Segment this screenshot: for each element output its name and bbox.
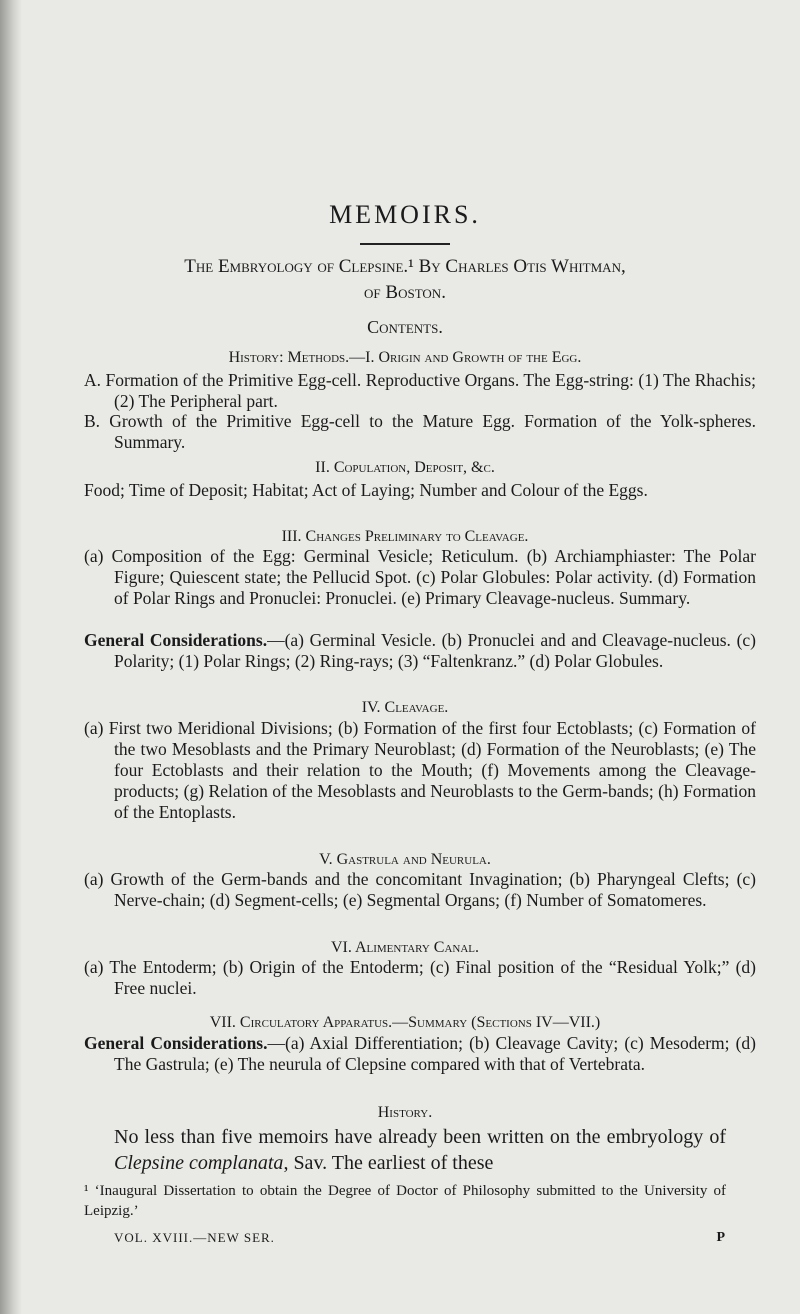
contents-heading: Contents. [367,317,443,337]
considerations-text-1: —(a) Germinal Vesicle. (b) Pronuclei and and Cleavage-nucleus. (c) Polarity; (1) Polar Rings; (2) Ring-rays; (3) “Faltenkranz.” (d) Polar Globules. [114,630,756,671]
page-footer [114,1230,726,1246]
body-text-pre: No less than five memoirs have already been written on the embryology of [114,1126,726,1148]
title-rule [360,243,450,245]
article-title-line-2: of Boston. [364,282,446,303]
body-text-species: Clepsine complanata [114,1152,284,1174]
considerations-label-2: General Considerations. [84,1033,268,1053]
section-heading-copulation: II. Copulation, Deposit, &c. [315,459,495,476]
contents-entry-considerations-2 [84,1033,756,1075]
contents-entry-entoderm: (a) The Entoderm; (b) Origin of the Entoderm; (c) Final position of the “Residual Yolk;” (d) Free nuclei. [84,957,756,998]
signature-mark: P [716,1230,726,1245]
section-heading-alimentary: VI. Alimentary Canal. [330,939,480,956]
contents-entry-meridional: (a) First two Meridional Divisions; (b) Formation of the first four Ectoblasts; (c) Formation of the two Mesoblasts and the Primary Neuroblast; (d) Formation of the Neuroblasts; (e) The four Ectoblasts and their relation to the Mouth; (f) Movements among the Cleavage-products; (g) Relation of the Mesoblasts and Neuroblasts to the Germ-bands; (h) Formation of the Entoplasts. [84,718,756,822]
section-heading-history: History: Methods.—I. Origin and Growth of the Egg. [228,349,582,366]
body-paragraph [114,1124,726,1176]
footnote: ¹ ‘Inaugural Dissertation to obtain the Degree of Doctor of Philosophy submitted to the University of Leipzig.’ [84,1183,726,1219]
contents-entry-food: Food; Time of Deposit; Habitat; Act of Laying; Number and Colour of the Eggs. [84,480,648,500]
page-title: MEMOIRS. [329,200,481,229]
contents-entry-germ-bands: (a) Growth of the Germ-bands and the concomitant Invagination; (b) Pharyngeal Clefts; (c) Nerve-chain; (d) Segment-cells; (e) Segmental Organs; (f) Number of Somatomeres. [84,869,756,910]
article-title [84,254,726,306]
contents-entry-considerations-1 [84,630,756,672]
contents-entry-composition: (a) Composition of the Egg: Germinal Vesicle; Reticulum. (b) Archiamphiaster: The Polar Figure; Quiescent state; the Pellucid Spot. (c) Polar Globules: Polar activity. (d) Formation of Polar Rings and Pronuclei: Pronuclei. (e) Primary Cleavage-nucleus. Summary. [84,546,756,608]
section-heading-cleavage: IV. Cleavage. [361,699,449,716]
section-heading-changes: III. Changes Preliminary to Cleavage. [281,528,529,545]
section-heading-circulatory: VII. Circulatory Apparatus.—Summary (Sections IV—VII.) [209,1014,601,1031]
body-text-post: , Sav. The earliest of these [283,1152,494,1174]
article-title-line-1: The Embryology of Clepsine.¹ By Charles Otis Whitman, [184,256,626,277]
considerations-text-2: —(a) Axial Differentiation; (b) Cleavage Cavity; (c) Mesoderm; (d) The Gastrula; (e) The neurula of Clepsine compared with that of Vertebrata. [114,1033,756,1074]
history-heading: History. [377,1104,433,1121]
section-heading-gastrula: V. Gastrula and Neurula. [319,851,491,868]
considerations-label-1: General Considerations. [84,630,268,650]
contents-entry-b: B. Growth of the Primitive Egg-cell to the Mature Egg. Formation of the Yolk-spheres. Summary. [84,411,756,452]
volume-label: VOL. XVIII.—NEW SER. [114,1230,275,1245]
contents-entry-a: A. Formation of the Primitive Egg-cell. Reproductive Organs. The Egg-string: (1) The Rhachis; (2) The Peripheral part. [84,370,756,411]
book-spine-shadow [0,0,22,1314]
